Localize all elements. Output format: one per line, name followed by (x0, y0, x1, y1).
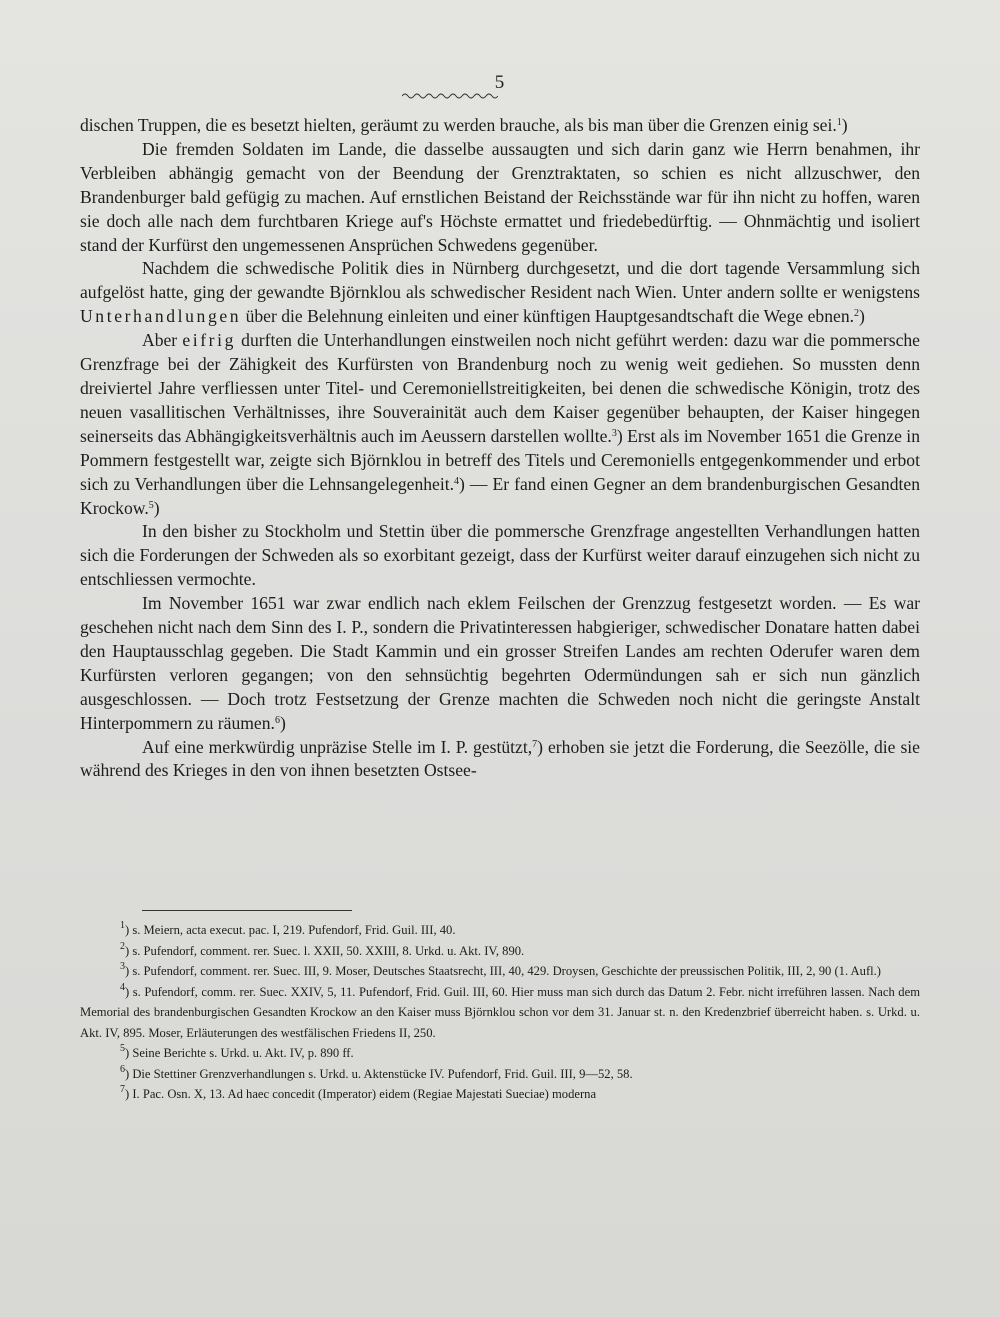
footnote-ref: 7 (532, 738, 538, 750)
footnote: $^2$) s. Pufendorf, comment. rer. Suec. l. XXII, 50. XXIII, 8. Urkd. u. Akt. IV, 890. (120, 940, 525, 958)
footnote: $^4$) s. Pufendorf, comm. rer. Suec. XXIV, 5, 11. Pufendorf, Frid. Guil. III, 60. Hier muss man sich durch das Datum 2. Febr. nicht irreführen lassen. Nach dem Memorial des brandenburgischen Gesandten Krockow an den Kaiser muss Björnklou schon vor dem 31. Januar st. n. den Kredenzbrief überreicht haben. s. Urkd. u. Akt. IV, 895. Moser, Erläuterungen des westfälischen Friedens II, 250. (80, 981, 920, 1040)
paragraph: Auf eine merkwürdig unpräzise Stelle im I. P. gestützt,$^7$) erhoben sie jetzt die Forderung, die Seezölle, die sie während des Krieges in den von ihnen besetzten Ostsee- (80, 736, 920, 781)
paragraph: Im November 1651 war zwar endlich nach eklem Feilschen der Grenzzug festgesetzt worden. — Es war geschehen nicht nach dem Sinn des I. P., sondern die Privatinteressen habgieriger, schwedischer Donatare hatten dabei den Hauptausschlag gegeben. Die Stadt Kammin und ein grosser Streifen Landes am rechten Oderufer waren dem Kurfürsten verloren gegangen; von den sehnsüchtig begehrten Odermündungen sah er sich nun gänzlich ausgeschlossen. — Doch trotz Festsetzung der Grenze machten die Schweden noch nicht die geringste Anstalt Hinterpommern zu räumen.$^6$) (80, 593, 920, 733)
footnote-ref: 4 (454, 475, 460, 487)
paragraph: Nachdem die schwedische Politik dies in Nürnberg durchgesetzt, und die dort tagende Versammlung sich aufgelöst hatte, ging der gewandte Björnklou als schwedischer Resident nach Wien. Unter andern sollte er wenigstens Unterhandlungen über die Belehnung einleiten und einer künftigen Hauptgesandtschaft die Wege ebnen.$^2$) (80, 258, 920, 327)
paragraph: Aber eifrig durften die Unterhandlungen einstweilen noch nicht geführt werden: dazu war die pommersche Grenzfrage bei der Zähigkeit des Kurfürsten von Brandenburg noch zu wenig weit gediehen. So mussten denn dreiviertel Jahre verfliessen unter Titel- und Ceremoniellstreitigkeiten, bei denen die schwedische Königin, trotz des neuen vasallitischen Verhältnisses, ihre Souverainität auch dem Kaiser gegenüber behaupten, der Kaiser hingegen seinerseits das Abhängigkeitsverhältnis auch im Aeussern darstellen wollte.$^3$) Erst als im November 1651 die Grenze in Pommern festgestellt war, zeigte sich Björnklou in betreff des Titels und Ceremoniells entgegenkommender und erbot sich zu Verhandlungen über die Lehnsangelegenheit.$^4$) — Er fand einen Gegner an dem brandenburgischen Gesandten Krockow.$^5$) (80, 330, 920, 518)
footnote-ref: 1 (836, 117, 842, 128)
footnote-ref: 2 (854, 308, 860, 320)
footnote: $^1$) s. Meiern, acta execut. pac. I, 219. Pufendorf, Frid. Guil. III, 40. (120, 920, 456, 937)
paragraph: In den bisher zu Stockholm und Stettin über die pommersche Grenzfrage angestellten Verhandlungen hatten sich die Forderungen der Schweden als so exorbitant gezeigt, dass der Kurfürst weiter darauf einzugehen sich nicht zu entschliessen vermochte. (80, 521, 920, 590)
footnote: $^5$) Seine Berichte s. Urkd. u. Akt. IV, p. 890 ff. (120, 1043, 354, 1060)
spaced-emphasis: Unterhandlungen (80, 306, 242, 327)
footnote-ref: 6 (274, 714, 280, 726)
footnote: $^6$) Die Stettiner Grenzverhandlungen s. Urkd. u. Aktenstücke IV. Pufendorf, Frid. Guil. III, 9—52, 58. (120, 1063, 633, 1081)
footnote-ref: 5 (148, 499, 154, 511)
page-number: 5 (494, 72, 506, 93)
footnote-ref: 3 (611, 427, 617, 439)
footnote: $^3$) s. Pufendorf, comment. rer. Suec. III, 9. Moser, Deutsches Staatsrecht, III, 40, 429. Droysen, Geschichte der preussischen Politik, III, 2, 90 (1. Aufl.) (120, 961, 881, 978)
ornament-rule (402, 92, 498, 100)
footnote-divider (142, 910, 352, 911)
body-text (80, 114, 920, 783)
paragraph: dischen Truppen, die es besetzt hielten, geräumt zu werden brauche, als bis man über die Grenzen einig sei.$^1$) (80, 115, 848, 135)
spaced-emphasis: eifrig (182, 330, 237, 351)
paragraph: Die fremden Soldaten im Lande, die dasselbe aussaugten und sich darin ganz wie Herrn benahmen, ihr Verbleiben abhängig gemacht von der Beendung der Grenztraktaten, so schien es nicht allzuschwer, den Brandenburger bald gefügig zu machen. Auf ernstlichen Beistand der Reichsstände war für ihn nicht zu hoffen, waren sie doch alle nach dem furchtbaren Kriege auf's Höchste ermattet und friedebedürftig. — Ohnmächtig und isoliert stand der Kurfürst den ungemessenen Ansprüchen Schwedens gegenüber. (80, 138, 920, 255)
footnote: $^7$) I. Pac. Osn. X, 13. Ad haec concedit (Imperator) eidem (Regiae Majestati Sueciae) moderna (120, 1084, 597, 1101)
footnotes (80, 920, 920, 1105)
